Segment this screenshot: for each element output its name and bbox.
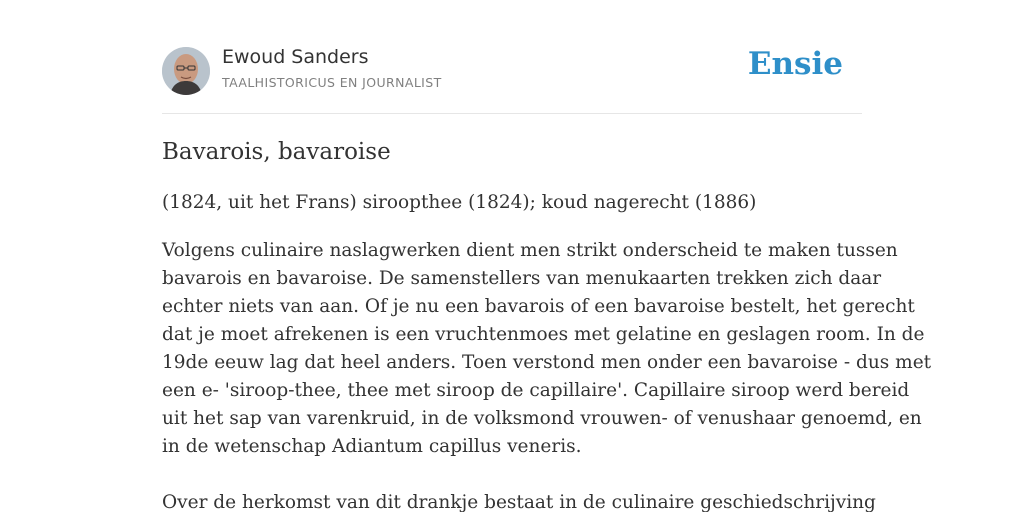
ensie-logo[interactable]: Ensie [747,46,843,82]
author-name[interactable]: Ewoud Sanders [222,46,369,68]
paragraph-line: uit het sap van varenkruid, in de volksmond vrouwen- of venushaar genoemd, en [162,408,922,429]
paragraph-line: echter niets van aan. Of je nu een bavarois of een bavaroise bestelt, het gerecht [162,296,915,317]
paragraph-spacer [162,461,862,489]
paragraph-line: 19de eeuw lag dat heel anders. Toen verstond men onder een bavaroise - dus met [162,352,932,373]
author-role: TAALHISTORICUS EN JOURNALIST [222,75,442,90]
paragraph-line: in de wetenschap Adiantum capillus veneris. [162,436,582,457]
paragraph-line: een e- 'siroop-thee, thee met siroop de capillaire'. Capillaire siroop werd bereid [162,380,910,401]
article-body [162,237,932,512]
paragraph-line: Volgens culinaire naslagwerken dient men strikt onderscheid te maken tussen [162,240,898,261]
author-photo-icon [162,47,210,95]
paragraph-line: dat je moet afrekenen is een vruchtenmoes met gelatine en geslagen room. In de [162,324,925,345]
article-container [162,0,932,512]
author-header [162,0,862,114]
article-subtitle: (1824, uit het Frans) siroopthee (1824); koud nagerecht (1886) [162,192,757,213]
paragraph-line: bavarois en bavaroise. De samenstellers van menukaarten trekken zich daar [162,268,882,289]
avatar[interactable] [162,47,210,95]
paragraph-line: Over de herkomst van dit drankje bestaat in de culinaire geschiedschrijving [162,492,876,512]
page-title: Bavarois, bavaroise [162,139,391,165]
